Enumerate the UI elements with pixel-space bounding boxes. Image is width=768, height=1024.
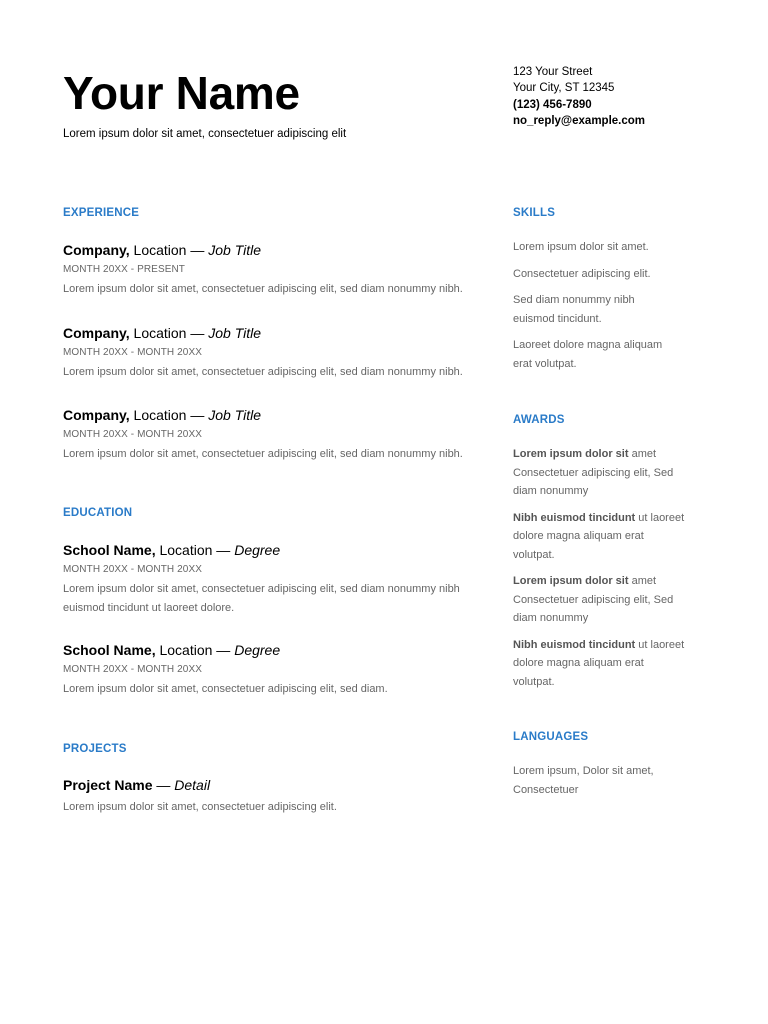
- experience-heading: EXPERIENCE: [63, 207, 140, 219]
- award-detail: ut laoreet dolore magna aliquam erat volutpat.: [513, 511, 685, 561]
- entry-location: Location —: [129, 325, 209, 341]
- award-item: [513, 636, 685, 692]
- entry-role: Degree: [234, 542, 281, 558]
- resume-tagline: Lorem ipsum dolor sit amet, consectetuer adipiscing elit: [63, 128, 347, 140]
- award-detail: amet Consectetuer adipiscing elit, Sed diam nonummy: [513, 575, 674, 624]
- entry-date: MONTH 20XX - MONTH 20XX: [63, 664, 202, 675]
- entry-org: School Name,: [63, 642, 156, 658]
- entry-role: Job Title: [208, 325, 262, 341]
- awards-heading: AWARDS: [513, 414, 565, 426]
- contact-block: [513, 64, 645, 129]
- entry-location: Location —: [155, 642, 235, 658]
- entry-date: MONTH 20XX - MONTH 20XX: [63, 429, 202, 440]
- skills-heading: SKILLS: [513, 207, 556, 219]
- skills-list: [513, 238, 673, 381]
- entry-org: Company,: [63, 407, 130, 423]
- entry-description: Lorem ipsum dolor sit amet, consectetuer adipiscing elit, sed diam nonummy nibh euismod tincidunt ut laoreet dolore.: [63, 583, 460, 614]
- award-item: [513, 445, 685, 501]
- entry-location: Location —: [129, 242, 209, 258]
- award-title: Lorem ipsum dolor sit: [513, 448, 629, 460]
- skill-item: Lorem ipsum dolor sit amet.: [513, 241, 649, 253]
- project-entry: [63, 776, 493, 817]
- entry-description: Lorem ipsum dolor sit amet, consectetuer adipiscing elit, sed diam nonummy nibh.: [63, 366, 463, 378]
- entry-org: Company,: [63, 325, 130, 341]
- award-title: Nibh euismod tincidunt: [513, 638, 636, 651]
- languages-text: Lorem ipsum, Dolor sit amet, Consectetuer: [513, 765, 654, 796]
- contact-street: 123 Your Street: [513, 66, 593, 78]
- award-item: [513, 509, 685, 565]
- entry-description: Lorem ipsum dolor sit amet, consectetuer adipiscing elit, sed diam nonummy nibh.: [63, 283, 463, 295]
- entry-role: Degree: [234, 642, 281, 658]
- entry-location: —: [152, 777, 175, 793]
- experience-entry: [63, 241, 493, 299]
- award-detail: amet Consectetuer adipiscing elit, Sed diam nonummy: [513, 448, 674, 497]
- entry-role: Detail: [174, 777, 211, 793]
- entry-header: [63, 541, 493, 559]
- languages-list: [513, 762, 673, 807]
- entry-date: MONTH 20XX - MONTH 20XX: [63, 347, 202, 358]
- education-entry: [63, 541, 493, 617]
- resume-name: Your Name: [63, 67, 300, 119]
- skill-item: Sed diam nonummy nibh euismod tincidunt.: [513, 294, 635, 325]
- experience-entry: [63, 406, 493, 464]
- entry-role: Job Title: [208, 242, 262, 258]
- entry-location: Location —: [155, 542, 235, 558]
- awards-list: [513, 445, 685, 699]
- contact-city: Your City, ST 12345: [513, 82, 615, 95]
- entry-date: MONTH 20XX - MONTH 20XX: [63, 564, 202, 575]
- award-detail: ut laoreet dolore magna aliquam erat volutpat.: [513, 638, 685, 688]
- entry-header: [63, 241, 493, 259]
- contact-email: no_reply@example.com: [513, 114, 646, 127]
- award-title: Nibh euismod tincidunt: [513, 511, 636, 524]
- entry-org: Project Name: [63, 777, 153, 793]
- entry-role: Job Title: [208, 407, 262, 423]
- experience-entry: [63, 324, 493, 382]
- entry-description: Lorem ipsum dolor sit amet, consectetuer adipiscing elit, sed diam nonummy nibh.: [63, 448, 463, 460]
- entry-header: [63, 324, 493, 342]
- projects-heading: PROJECTS: [63, 743, 127, 755]
- education-heading: EDUCATION: [63, 507, 133, 519]
- award-item: [513, 572, 685, 628]
- skill-item: Consectetuer adipiscing elit.: [513, 267, 651, 280]
- entry-location: Location —: [129, 407, 209, 423]
- award-title: Lorem ipsum dolor sit: [513, 575, 629, 587]
- entry-org: Company,: [63, 242, 130, 258]
- entry-header: [63, 641, 493, 659]
- entry-date: MONTH 20XX - PRESENT: [63, 264, 186, 275]
- education-entry: [63, 641, 493, 699]
- languages-heading: LANGUAGES: [513, 731, 589, 743]
- entry-header: [63, 406, 493, 424]
- skill-item: Laoreet dolore magna aliquam erat volutpat.: [513, 339, 663, 370]
- entry-org: School Name,: [63, 542, 156, 558]
- entry-description: Lorem ipsum dolor sit amet, consectetuer adipiscing elit.: [63, 801, 337, 813]
- entry-description: Lorem ipsum dolor sit amet, consectetuer adipiscing elit, sed diam.: [63, 683, 388, 695]
- contact-phone: (123) 456-7890: [513, 98, 592, 111]
- entry-header: [63, 776, 493, 794]
